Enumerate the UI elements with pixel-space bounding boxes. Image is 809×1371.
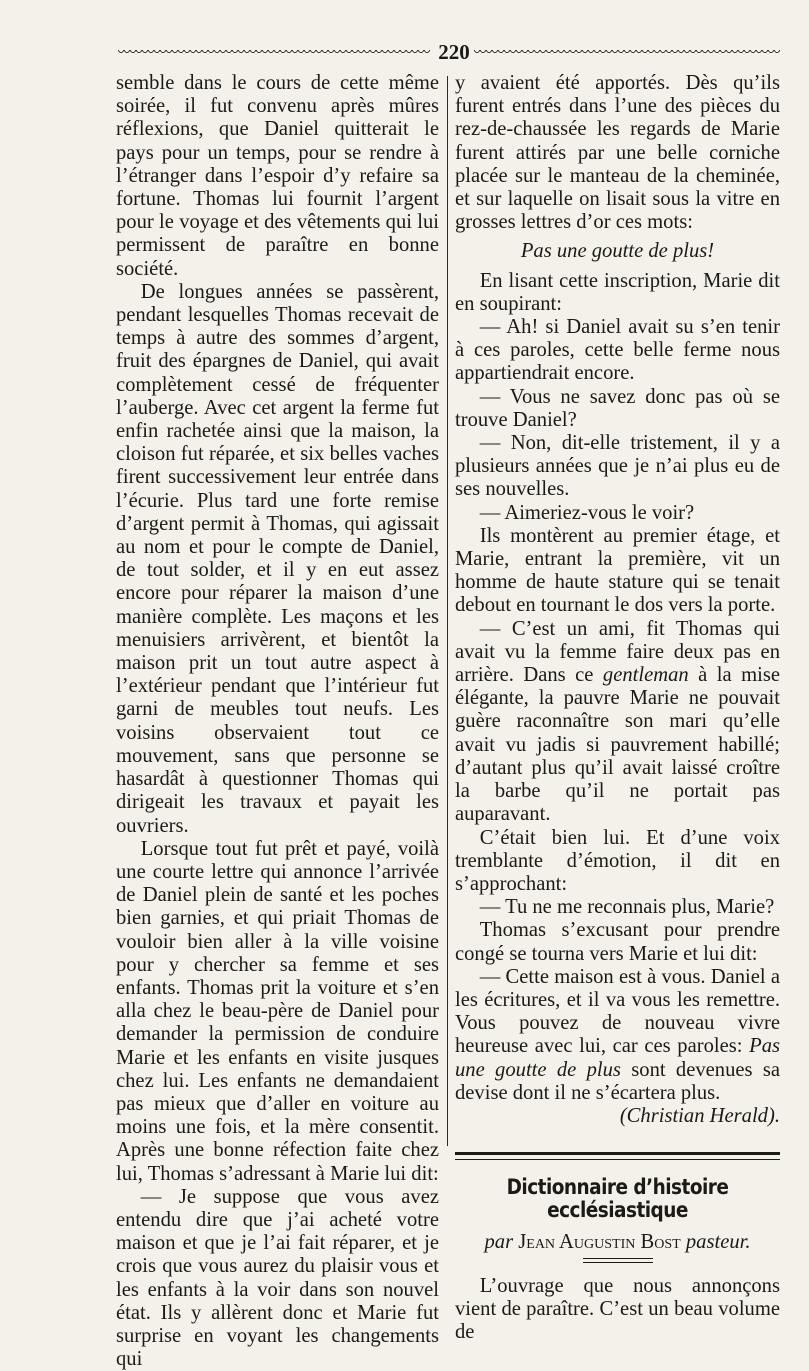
paragraph: semble dans le cours de cette même soirée, il fut convenu après mûres réflexions, que Daniel quitterait le pays pour un temps, pour se rendre à l’étranger dans l’espoir d’y refaire sa fortune. Thomas lui fournit l’argent pour le voyage et des vêtements qui lui permissent de paraître en bonne société. [116, 72, 439, 280]
section-rule-thin [455, 1159, 780, 1160]
paragraph: — Ah! si Daniel avait su s’en tenir à ces paroles, cette belle ferme nous appartiendrait encore. [455, 316, 780, 385]
page-number: 220 [438, 40, 470, 64]
paragraph: Thomas s’excusant pour prendre congé se tourna vers Marie et lui dit: [455, 919, 780, 965]
decorative-wave-rule-left [118, 50, 430, 56]
inscription-text: Pas une goutte de plus! [520, 240, 715, 263]
text-run: — Cette maison est à vous. Daniel a les écritures, et il va vous les remettre. Vous pouvez de nouveau vivre heureuse avec lui, car ces paroles: [455, 965, 780, 1058]
paragraph: y avaient été apportés. Dès qu’ils furent entrés dans l’une des pièces du rez-de-chaussée les regards de Marie furent attirés par une belle corniche placée sur le manteau de la cheminée, et sur laquelle on lisait sous la vitre en grosses lettres d’or ces mots: [455, 72, 780, 234]
paragraph: Lorsque tout fut prêt et payé, voilà une courte lettre qui annonce l’arrivée de Daniel plein de santé et les poches bien garnies, et qui priait Thomas de vouloir bien aller à la ville voisine pour y chercher sa femme et ses enfants. Thomas prit la voiture et s’en alla chez le beau-père de Daniel pour demander la permission de conduire Marie et les enfants en visite jusques chez lui. Les enfants ne demandaient pas mieux que d’aller en voiture au moins une fois, et la mère consentit. Après une bonne réfection faite chez lui, Thomas s’adressant à Marie lui dit: [116, 837, 439, 1185]
byline [455, 1231, 780, 1254]
italic-phrase: Pas une goutte de plus [455, 1035, 780, 1081]
paragraph: — Tu ne me reconnais plus, Marie? [479, 896, 775, 919]
text-run: sont devenues sa devise dont il ne s’écartera plus. [455, 1058, 780, 1104]
ornament-rule [583, 1258, 653, 1263]
page-header [118, 38, 780, 68]
right-column [455, 72, 780, 1344]
paragraph [455, 966, 780, 1105]
paragraph: De longues années se passèrent, pendant lesquelles Thomas recevait de temps à autre des sommes d’argent, fruit des épargnes de Daniel, qui avait complètement cessé de fréquenter l’auberge. Avec cet argent la ferme fut enfin rachetée ainsi que la maison, la cloison fut réparée, et six belles vaches firent successivement leur entrée dans l’écurie. Plus tard une forte remise d’argent permit à Thomas, qui agissait au nom et pour le compte de Daniel, de tout solder, et il y en eut assez encore pour réparer la maison d’une manière complète. Les maçons et les menuisiers arrivèrent, et bientôt la maison prit un tout autre aspect à l’extérieur pendant que l’intérieur fut garni de meubles tout neufs. Les voisins observaient tout ce mouvement, sans que personne se hasardât à questionner Thomas qui dirigeait les travaux et payait les ouvriers. [116, 280, 439, 837]
byline-par: par [484, 1230, 514, 1253]
decorative-wave-rule-right [474, 50, 780, 56]
paragraph [455, 618, 780, 827]
paragraph: — Je suppose que vous avez entendu dire que j’ai acheté votre maison et que je l’ai fait réparer, et je crois que vous aurez du plaisir vous et les enfants à la voir dans son nouvel état. Ils y allèrent donc et Marie fut surprise en voyant les changements qui [116, 1185, 439, 1371]
author-name: Jean Augustin Bost [518, 1230, 681, 1253]
author-role: pasteur. [685, 1230, 751, 1253]
paragraph: L’ouvrage que nous annonçons vient de paraître. C’est un beau volume de [455, 1274, 780, 1344]
italic-word: gentleman [602, 664, 689, 687]
column-divider [447, 76, 448, 1146]
inscription [455, 240, 780, 263]
text-run: à la mise élégante, la pauvre Marie ne pouvait guère raconnaître son mari qu’elle avait vu jadis si pauvrement habillé; d’autant plus qu’il avait laissé croître la barbe qu’il ne portait pas auparavant. [455, 664, 780, 826]
source-text: (Christian Herald). [619, 1104, 780, 1127]
paragraph: En lisant cette inscription, Marie dit en soupirant: [455, 269, 780, 315]
section-title: Dictionnaire d’histoire ecclésiastique [506, 1175, 729, 1223]
source-attribution [455, 1105, 780, 1128]
paragraph: Ils montèrent au premier étage, et Marie, entrant la première, vit un homme de haute stature qui se tenait debout en tournant le dos vers la porte. [455, 524, 780, 617]
section-rule-thick [455, 1152, 780, 1155]
paragraph: — Aimeriez-vous le voir? [479, 501, 695, 524]
paragraph: — Vous ne savez donc pas où se trouve Daniel? [455, 385, 780, 431]
paragraph: C’était bien lui. Et d’une voix tremblante d’émotion, il dit en s’approchant: [455, 826, 780, 895]
text-run: — C’est un ami, fit Thomas qui avait vu la femme faire deux pas en arrière. Dans ce [455, 617, 780, 687]
left-column [116, 72, 439, 1371]
paragraph: — Non, dit-elle tristement, il y a plusieurs années que je n’ai plus eu de ses nouvelles. [455, 432, 780, 501]
